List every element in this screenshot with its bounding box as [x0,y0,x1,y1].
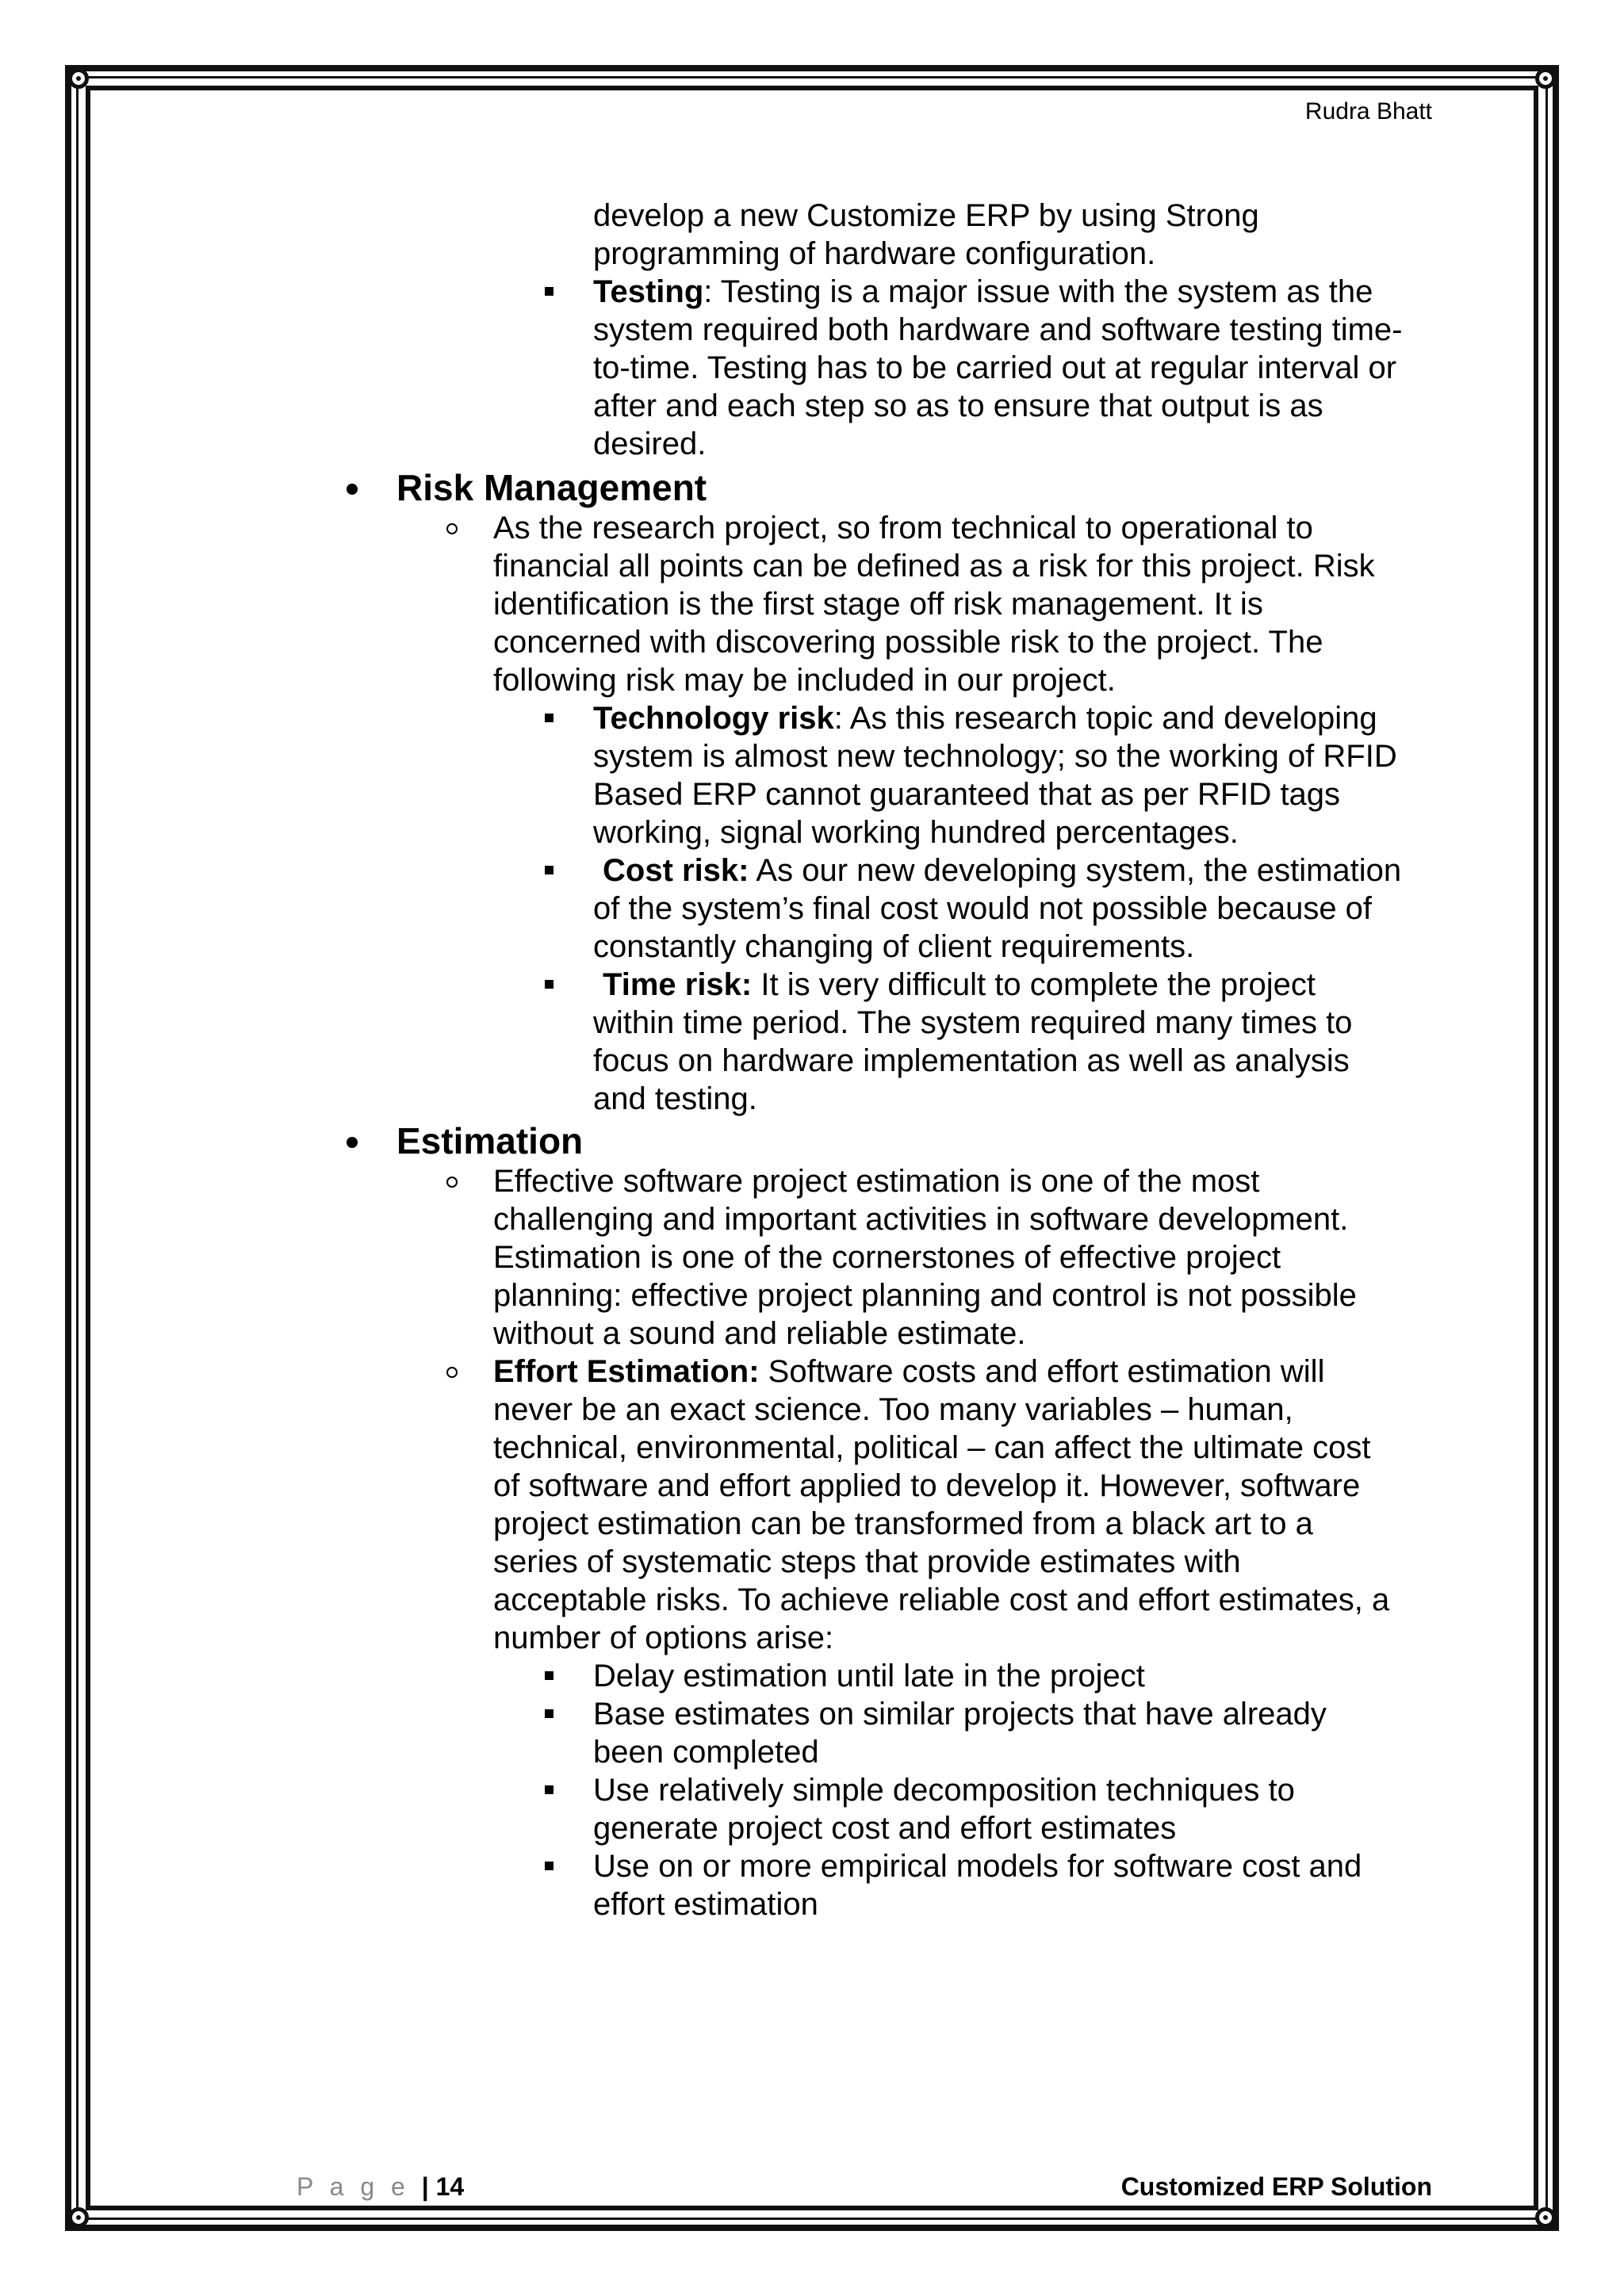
body-line: system required both hardware and software testing time- [593,312,1403,347]
header-author: Rudra Bhatt [1304,98,1432,124]
body-line: challenging and important activities in software development. [493,1202,1349,1237]
square-bullet-icon [545,1709,553,1718]
square-bullet-icon [545,714,553,722]
list-item-continuation: been completed [593,1735,819,1770]
square-bullet-icon [545,1671,553,1680]
body-line: desired. [593,427,707,461]
body-line: technical, environmental, political – can affect the ultimate cost [493,1430,1371,1465]
list-item: Use relatively simple decomposition techniques to [593,1773,1295,1808]
list-item: Delay estimation until late in the project [593,1659,1145,1693]
bullet-dot-icon [347,1137,358,1148]
corner-ornament-icon [68,68,89,89]
body-line: programming of hardware configuration. [593,236,1156,271]
body-line: identification is the first stage off risk management. It is [493,587,1263,622]
square-bullet-icon [545,287,553,296]
corner-ornament-icon [1535,68,1556,89]
time-risk-item [603,966,1316,1004]
square-bullet-icon [545,866,553,874]
list-item-continuation: generate project cost and effort estimates [593,1811,1177,1846]
footer-page-number [297,2172,464,2202]
testing-item [593,273,1373,311]
hollow-bullet-icon [446,523,458,534]
cost-risk-text: As our new developing system, the estimation [749,853,1402,888]
footer-page-value: | 14 [421,2172,465,2201]
body-line: of software and effort applied to develop it. However, software [493,1468,1361,1503]
technology-risk-item [593,699,1377,737]
body-line: focus on hardware implementation as well as analysis [593,1043,1350,1078]
section-heading-risk-management: Risk Management [396,467,707,508]
body-line: number of options arise: [493,1621,834,1655]
corner-ornament-icon [1535,2207,1556,2228]
hollow-bullet-icon [446,1177,458,1188]
list-item-continuation: effort estimation [593,1887,818,1922]
body-line: concerned with discovering possible risk to the project. The [493,625,1323,660]
body-line: Based ERP cannot guaranteed that as per RFID tags [593,777,1341,812]
footer-page-label: P a g e [297,2172,410,2201]
body-line: never be an exact science. Too many variables – human, [493,1392,1293,1427]
body-line: planning: effective project planning and control is not possible [493,1278,1357,1313]
square-bullet-icon [545,1862,553,1870]
body-line: acceptable risks. To achieve reliable cost and effort estimates, a [493,1582,1390,1617]
body-line: to-time. Testing has to be carried out at regular interval or [593,350,1397,385]
time-risk-text: It is very difficult to complete the project [752,967,1316,1002]
time-risk-term: Time risk: [603,967,753,1002]
body-line: of the system’s final cost would not possible because of [593,891,1373,926]
section-heading-estimation: Estimation [396,1120,584,1161]
body-line: and testing. [593,1081,757,1116]
body-line: after and each step so as to ensure that output is as [593,388,1323,423]
body-line: system is almost new technology; so the working of RFID [593,739,1397,774]
body-line: As the research project, so from technical to operational to [493,511,1313,545]
body-line: within time period. The system required many times to [593,1005,1353,1040]
cost-risk-term: Cost risk: [603,853,749,888]
technology-risk-text: : As this research topic and developing [833,701,1377,736]
body-line: working, signal working hundred percentages. [593,815,1239,850]
body-line: financial all points can be defined as a risk for this project. Risk [493,549,1375,584]
body-line: Effective software project estimation is one of the most [493,1164,1260,1199]
body-line: without a sound and reliable estimate. [493,1316,1026,1351]
body-line: following risk may be included in our project. [493,663,1116,698]
effort-estimation-text: Software costs and effort estimation will [759,1354,1325,1389]
list-item: Use on or more empirical models for software cost and [593,1849,1362,1884]
body-line: project estimation can be transformed from a black art to a [493,1506,1313,1541]
body-line: constantly changing of client requirements. [593,929,1195,964]
testing-text: : Testing is a major issue with the system as the [703,274,1373,309]
list-item: Base estimates on similar projects that have already [593,1697,1327,1732]
body-line: series of systematic steps that provide estimates with [493,1544,1241,1579]
footer-document-title: Customized ERP Solution [1120,2172,1432,2201]
effort-estimation-term: Effort Estimation: [493,1354,760,1389]
square-bullet-icon [545,1785,553,1794]
body-line: develop a new Customize ERP by using Strong [593,198,1259,233]
square-bullet-icon [545,980,553,989]
cost-risk-item [603,851,1401,890]
testing-term: Testing [593,274,704,309]
technology-risk-term: Technology risk [593,701,834,736]
bullet-dot-icon [347,484,358,495]
hollow-bullet-icon [446,1367,458,1378]
body-line: Estimation is one of the cornerstones of effective project [493,1240,1281,1275]
corner-ornament-icon [68,2207,89,2228]
effort-estimation-item [493,1353,1324,1391]
